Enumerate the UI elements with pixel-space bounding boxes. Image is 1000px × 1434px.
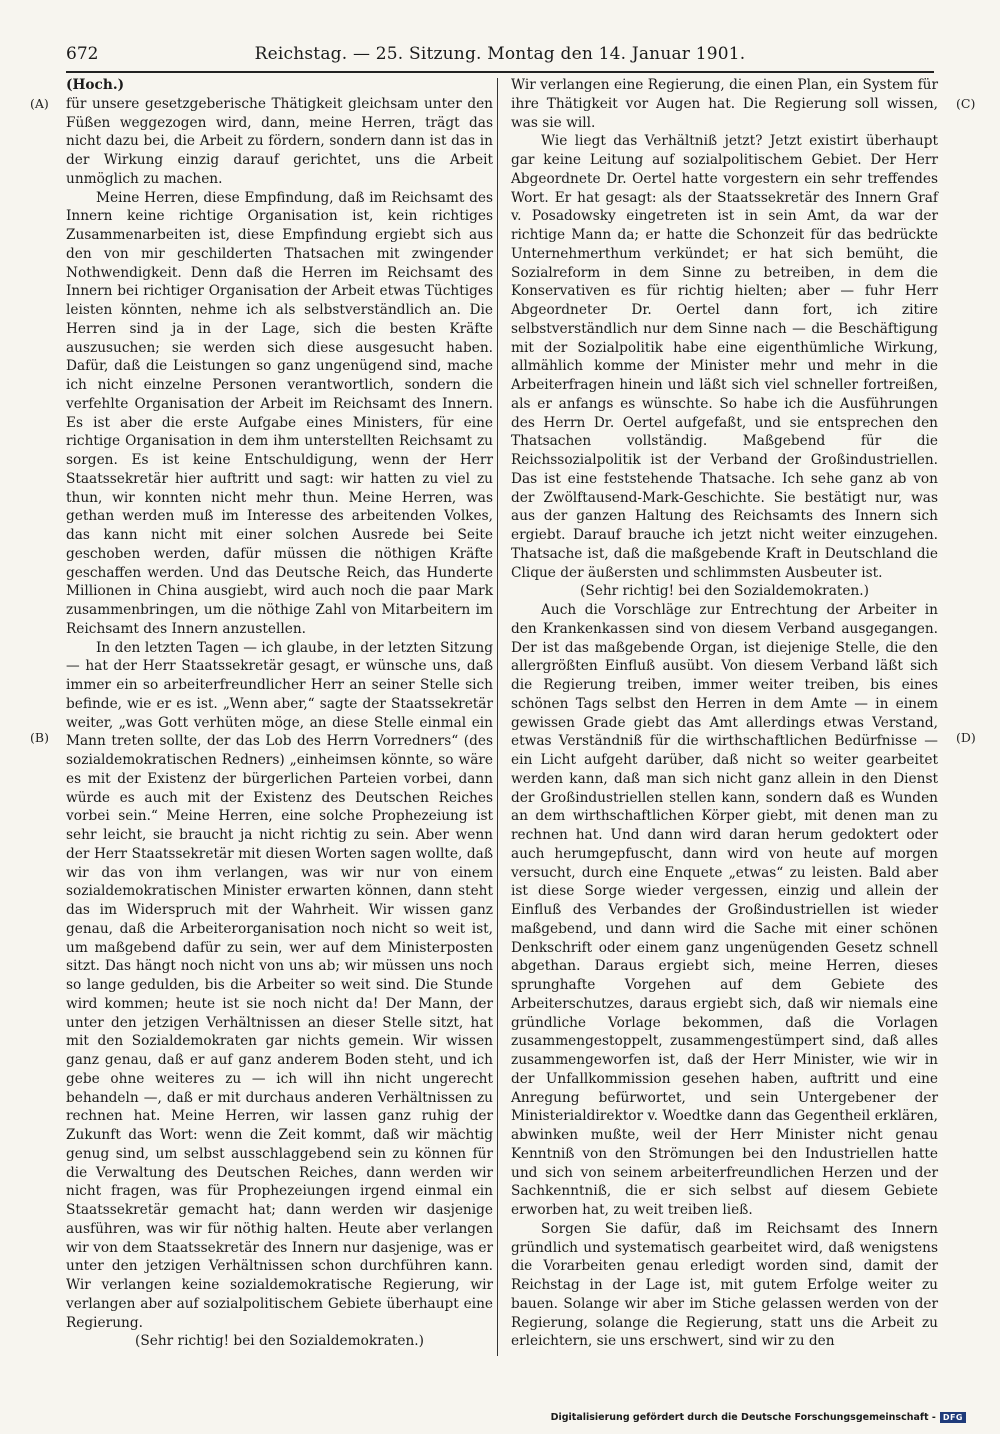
margin-marker-d: (D) — [956, 730, 976, 745]
paragraph: Auch die Vorschläge zur Entrechtung der Arbeiter in den Krankenkassen sind von diesem Verband ausgegangen. Der ist das maßgebende Organ, ist diejenige Stelle, die den allergrößten Einfluß ausübt. Von diesem Verband läßt sich die Regierung treiben, immer weiter treiben, bis eines schönen Tags selbst den Herren in dem Amte — in einem gewissen Grade giebt das Amt allerdings etwas Verstand, etwas Verständniß für die wirthschaftlichen Bedürfnisse — ein Licht aufgeht darüber, daß nicht so weiter gearbeitet werden kann, daß man sich nicht ganz allein in den Dienst der Großindustriellen stellen kann, sondern daß es Wunden an dem wirthschaftlichen Körper giebt, mit denen man zu rechnen hat. Und dann wird daran herum gedoktert oder auch herumgepfuscht, dann wird von heute auf morgen versucht, durch eine Enquete „etwas“ zu leisten. Bald aber ist diese Sorge wieder vergessen, einzig und allein der Einfluß des Verbandes der Großindustriellen ist wieder maßgebend, und dann wird die Sache mit einer schönen Denkschrift oder einem ganz ungenügenden Gesetz schnell abgethan. Daraus ergiebt sich, meine Herren, dieses sprunghafte Vorgehen auf dem Gebiete des Arbeiterschutzes, daraus ergiebt sich, daß wir niemals eine gründliche Vorlage bekommen, daß die Vorlagen zusammengestoppelt, zusammengestümpert sind, daß alles zusammengeworfen ist, daß der Herr Minister, wie wir in der Unfallkommission gesehen haben, auftritt und eine Anregung befürwortet, und sein Untergebener der Ministerialdirektor v. Woedtke dann das Gegentheil erklären, abwinken mußte, weil der Herr Minister nicht genau Kenntniß von den Strömungen bei den Industriellen hatte und sich von seinem arbeiterfreundlichen Herzen und der Sachkenntniß, die er sich selbst auf diesem Gebiete erworben hat, zu weit treiben ließ. — [511, 602, 938, 1218]
right-column — [511, 76, 938, 1351]
left-column — [66, 76, 493, 1351]
margin-marker-c: (C) — [956, 96, 976, 111]
paragraph: In den letzten Tagen — ich glaube, in der letzten Sitzung — hat der Herr Staatssekretär gesagt, er wünsche uns, daß immer ein so arbeiterfreundlicher Herr an seiner Stelle sich befinde, wie er es ist. „Wenn aber,“ sagte der Staatssekretär weiter, „was Gott verhüten möge, an diese Stelle einmal ein Mann treten sollte, der das Lob des Herrn Vorredners“ (des sozialdemokratischen Redners) „einheimsen könnte, so wäre es mit der Existenz der bürgerlichen Parteien vorbei, dann würde es auch mit der Existenz des Deutschen Reiches vorbei sein.“ Meine Herren, eine solche Prophezeiung ist sehr leicht, sie braucht ja nicht richtig zu sein. Aber wenn der Herr Staatssekretär mit diesen Worten sagen wollte, daß wir das von ihm verlangen, was wir nur von einem sozialdemokratischen Minister erwarten können, dann steht das im Widerspruch mit der Wahrheit. Wir wissen ganz genau, daß die Arbeiterorganisation noch nicht so weit ist, um maßgebend dafür zu sein, wer auf dem Ministerposten sitzt. Das hängt noch nicht von uns ab; wir müssen uns noch so lange gedulden, bis die Arbeiter so weit sind. Die Stunde wird kommen; heute ist sie noch nicht da! Der Mann, der unter den jetzigen Verhältnissen an dieser Stelle sitzt, hat mit den Sozialdemokraten gar nichts gemein. Wir wissen ganz genau, daß er auf ganz anderem Boden steht, und ich gebe ohne weiteres zu — ich will ihn nicht ungerecht behandeln —, daß er mit durchaus anderen Verhältnissen zu rechnen hat. Meine Herren, wir lassen ganz ruhig der Zukunft das Wort: wenn die Zeit kommt, daß wir mächtig genug sind, um selbst ausschlaggebend sein zu können für die Verwaltung des Deutschen Reiches, dann werden wir nicht fragen, was für Prophezeiungen irgend einmal ein Staatssekretär gemacht hat; dann werden wir dasjenige ausführen, was wir für nöthig halten. Heute aber verlangen wir von dem Staatssekretär des Innern nur dasjenige, was er unter den jetzigen Verhältnissen schon durchführen kann. Wir verlangen keine sozialdemokratische Regierung, wir verlangen aber auf sozialpolitischem Gebiete überhaupt eine Regierung. — [66, 639, 493, 1331]
paragraph: für unsere gesetzgeberische Thätigkeit gleichsam unter den Füßen weggezogen wird, dann, meine Herren, trägt das nicht dazu bei, die Arbeit zu fördern, sondern dann ist das in der Wirkung einzig darauf gerichtet, uns die Arbeit unmöglich zu machen. — [66, 95, 493, 187]
interjection: (Sehr richtig! bei den Sozialdemokraten.) — [580, 583, 869, 600]
speaker-label: (Hoch.) — [66, 77, 125, 93]
paragraph: Sorgen Sie dafür, daß im Reichsamt des Innern gründlich und systematisch gearbeitet wird, daß wenigstens die Vorarbeiten genau erledigt worden sind, damit der Reichstag in der Lage ist, mit gutem Erfolge weiter zu bauen. Solange wir aber im Stiche gelassen werden von der Regierung, solange die Regierung, statt uns die Arbeit zu erleichtern, sie uns erschwert, sind wir zu den — [511, 1220, 938, 1350]
paragraph: Wir verlangen eine Regierung, die einen Plan, ein System für ihre Thätigkeit vor Augen hat. Die Regierung soll wissen, was sie will. — [511, 77, 938, 131]
digitization-credit — [551, 1412, 966, 1423]
column-divider — [497, 78, 498, 1356]
interjection: (Sehr richtig! bei den Sozialdemokraten.) — [135, 1333, 424, 1350]
margin-marker-a: (A) — [30, 96, 49, 111]
page-number: 672 — [66, 44, 99, 64]
dfg-logo: DFG — [940, 1412, 966, 1423]
margin-marker-b: (B) — [30, 730, 49, 745]
running-head: Reichstag. — 25. Sitzung. Montag den 14. Januar 1901. — [254, 44, 746, 64]
header-rule — [66, 71, 934, 73]
paragraph: Wie liegt das Verhältniß jetzt? Jetzt existirt überhaupt gar keine Leitung auf sozialpolitischem Gebiet. Der Herr Abgeordnete Dr. Oertel hatte vorgestern ein sehr treffendes Wort. Er hat gesagt: als der Staatssekretär des Innern Graf v. Posadowsky eingetreten ist in sein Amt, da war der richtige Mann da; er hatte die Schonzeit für das bedrückte Unternehmerthum verkündet; er hat sich bemüht, die Sozialreform in dem Sinne zu betreiben, in dem die Konservativen es für richtig hielten; aber — fuhr Herr Abgeordneter Dr. Oertel dann fort, ich zitire selbstverständlich nur dem Sinne nach — die Beschäftigung mit der Sozialpolitik habe eine eigenthümliche Wirkung, allmählich komme der Minister mehr und mehr in die Arbeiterfragen hinein und läßt sich viel schneller fortreißen, als er anfangs es wünschte. So habe ich die Ausführungen des Herrn Dr. Oertel aufgefaßt, und sie entsprechen den Thatsachen vollständig. Maßgebend für die Reichssozialpolitik ist der Verband der Großindustriellen. Das ist eine feststehende Thatsache. Ich sehe ganz ab von der Zwölftausend-Mark-Geschichte. Sie bestätigt nur, was aus der ganzen Haltung des Reichsamts des Innern sich ergiebt. Darauf brauche ich jetzt nicht weiter einzugehen. Thatsache ist, daß die maßgebende Kraft in Deutschland die Clique der äußersten und schlimmsten Ausbeuter ist. — [511, 133, 938, 581]
credit-text: Digitalisierung gefördert durch die Deutsche Forschungsgemeinschaft - — [550, 1412, 936, 1423]
page-header — [66, 44, 934, 70]
paragraph: Meine Herren, diese Empfindung, daß im Reichsamt des Innern keine richtige Organisation ist, kein richtiges Zusammenarbeiten ist, diese Empfindung ergiebt sich aus den von mir geschilderten Thatsachen mit zwingender Nothwendigkeit. Denn daß die Herren im Reichsamt des Innern bei richtiger Organisation der Arbeit etwas Tüchtiges leisten könnten, nehme ich als selbstverständlich an. Die Herren sind ja in der Lage, sich die besten Kräfte auszusuchen; sie werden sich diese ausgesucht haben. Dafür, daß die Leistungen so ganz ungenügend sind, mache ich nicht einzelne Personen verantwortlich, sondern die verfehlte Organisation der Arbeit im Reichsamt des Innern. Es ist aber die erste Aufgabe eines Ministers, für eine richtige Organisation in dem ihm unterstellten Reichsamt zu sorgen. Es ist keine Entschuldigung, wenn der Herr Staatssekretär hier auftritt und sagt: wir hatten zu viel zu thun, wir konnten nicht mehr thun. Meine Herren, was gethan werden muß im Interesse des arbeitenden Volkes, das kann nicht mit einer solchen Ausrede bei Seite geschoben werden, dafür müssen die nöthigen Kräfte geschaffen werden. Und das Deutsche Reich, das Hunderte Millionen in China ausgiebt, wird auch noch die paar Mark zusammenbringen, um die nöthige Zahl von Mitarbeitern im Reichsamt des Innern anzustellen. — [66, 189, 493, 637]
